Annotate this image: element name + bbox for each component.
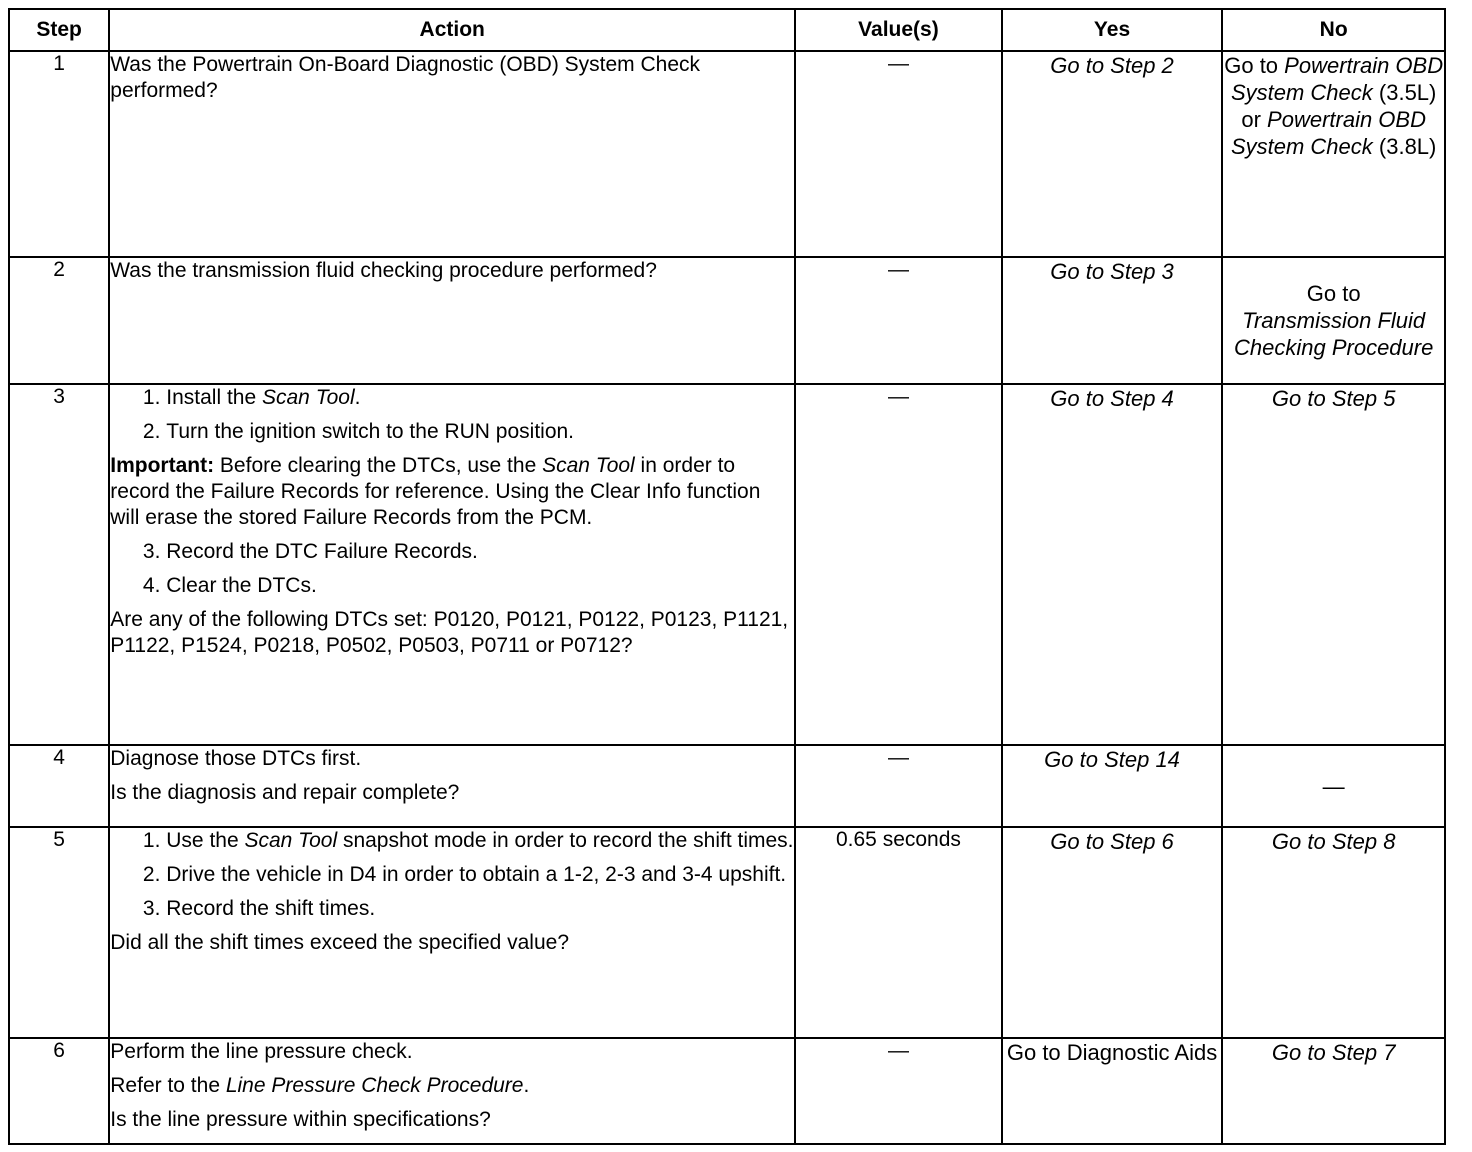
list-text: .: [354, 386, 361, 409]
no-link[interactable]: Go to Step 8: [1222, 827, 1445, 1038]
value-cell: —: [795, 257, 1002, 384]
action-cell: [109, 384, 795, 745]
no-cell: [1222, 51, 1445, 257]
header-values: Value(s): [795, 9, 1002, 51]
no-text: Go to: [1306, 281, 1361, 306]
value-cell: —: [795, 51, 1002, 257]
value-cell: —: [795, 1038, 1002, 1144]
important-label: Important:: [110, 454, 215, 477]
no-text: Go to: [1224, 53, 1285, 78]
list-item: [166, 896, 794, 922]
list-text: snapshot mode in order to record the shift times.: [337, 829, 794, 852]
table-row-step-2: [9, 257, 1445, 384]
value-cell: —: [795, 745, 1002, 827]
yes-link[interactable]: Go to Step 14: [1002, 745, 1223, 827]
list-text: Turn the ignition switch to the RUN position.: [166, 420, 575, 443]
table-row-step-4: [9, 745, 1445, 827]
list-item: [166, 862, 794, 888]
action-steps: [110, 539, 794, 599]
action-cell: [109, 51, 795, 257]
action-text: Diagnose those DTCs first.: [110, 747, 362, 770]
header-action: Action: [109, 9, 795, 51]
no-link[interactable]: Go to Step 5: [1222, 384, 1445, 745]
action-cell: [109, 745, 795, 827]
step-number: 2: [9, 257, 109, 384]
list-item: [166, 828, 794, 854]
line-pressure-link[interactable]: Line Pressure Check Procedure: [225, 1074, 524, 1097]
list-item: 4. Clear the DTCs.: [166, 573, 794, 599]
value-cell: 0.65 seconds: [795, 827, 1002, 1038]
list-item: [166, 419, 794, 445]
list-text: Record the shift times.: [166, 897, 376, 920]
action-question: Was the transmission fluid checking procedure performed?: [110, 259, 657, 282]
yes-link[interactable]: Go to Step 4: [1002, 384, 1223, 745]
action-cell: [109, 827, 795, 1038]
refer-suffix: .: [523, 1074, 530, 1097]
header-row: [9, 9, 1445, 51]
no-link-fluid-check[interactable]: Transmission Fluid Checking Procedure: [1234, 308, 1434, 360]
no-cell: [1222, 257, 1445, 384]
no-link[interactable]: Go to Step 7: [1222, 1038, 1445, 1144]
table-row-step-1: [9, 51, 1445, 257]
table-row-step-3: [9, 384, 1445, 745]
step-number: 1: [9, 51, 109, 257]
refer-text: [110, 1073, 794, 1099]
action-question: Is the diagnosis and repair complete?: [110, 781, 460, 804]
list-text: Drive the vehicle in D4 in order to obtain a 1-2, 2-3 and 3-4 upshift.: [166, 863, 787, 886]
step-number: 4: [9, 745, 109, 827]
no-link-obd-38[interactable]: Powertrain OBD System Check: [1230, 107, 1426, 159]
list-text: Use the: [166, 829, 245, 852]
yes-link[interactable]: Go to Diagnostic Aids: [1002, 1038, 1223, 1144]
no-link-obd-35[interactable]: Powertrain OBD System Check: [1230, 53, 1444, 105]
no-cell: —: [1222, 745, 1445, 827]
step-number: 5: [9, 827, 109, 1038]
list-item: 3. Record the DTC Failure Records.: [166, 539, 794, 565]
list-item: [166, 385, 794, 411]
action-question: Did all the shift times exceed the specified value?: [110, 931, 570, 954]
action-text: Perform the line pressure check.: [110, 1040, 413, 1063]
important-note: [110, 453, 794, 531]
yes-link[interactable]: Go to Step 2: [1002, 51, 1223, 257]
action-question: Are any of the following DTCs set: P0120, P0121, P0122, P0123, P1121, P1122, P1524, P0218, P0502, P0503, P0711 or P0712?: [110, 608, 789, 657]
scan-tool-link[interactable]: Scan Tool: [244, 829, 338, 852]
header-yes: Yes: [1002, 9, 1223, 51]
no-text: (3.5L) or: [1241, 80, 1437, 132]
diagnostic-table: [8, 8, 1446, 1145]
yes-link[interactable]: Go to Step 6: [1002, 827, 1223, 1038]
action-cell: [109, 1038, 795, 1144]
table-row-step-5: [9, 827, 1445, 1038]
action-question: Was the Powertrain On-Board Diagnostic (OBD) System Check performed?: [110, 53, 701, 102]
scan-tool-link[interactable]: Scan Tool: [262, 386, 355, 409]
table-row-step-6: [9, 1038, 1445, 1144]
yes-link[interactable]: Go to Step 3: [1002, 257, 1223, 384]
action-steps: [110, 385, 794, 445]
note-text: in order to record the Failure Records for reference. Using the Clear Info function will erase the stored Failure Records from the PCM.: [110, 454, 761, 529]
value-cell: —: [795, 384, 1002, 745]
note-text: Before clearing the DTCs, use the: [214, 454, 543, 477]
list-text: Install the: [166, 386, 262, 409]
step-number: 6: [9, 1038, 109, 1144]
refer-prefix: Refer to the: [110, 1074, 226, 1097]
no-text: (3.8L): [1372, 134, 1437, 159]
header-no: No: [1222, 9, 1445, 51]
header-step: Step: [9, 9, 109, 51]
action-cell: [109, 257, 795, 384]
action-steps: [110, 828, 794, 922]
step-number: 3: [9, 384, 109, 745]
scan-tool-link[interactable]: Scan Tool: [542, 454, 635, 477]
action-question: Is the line pressure within specifications?: [110, 1108, 491, 1131]
